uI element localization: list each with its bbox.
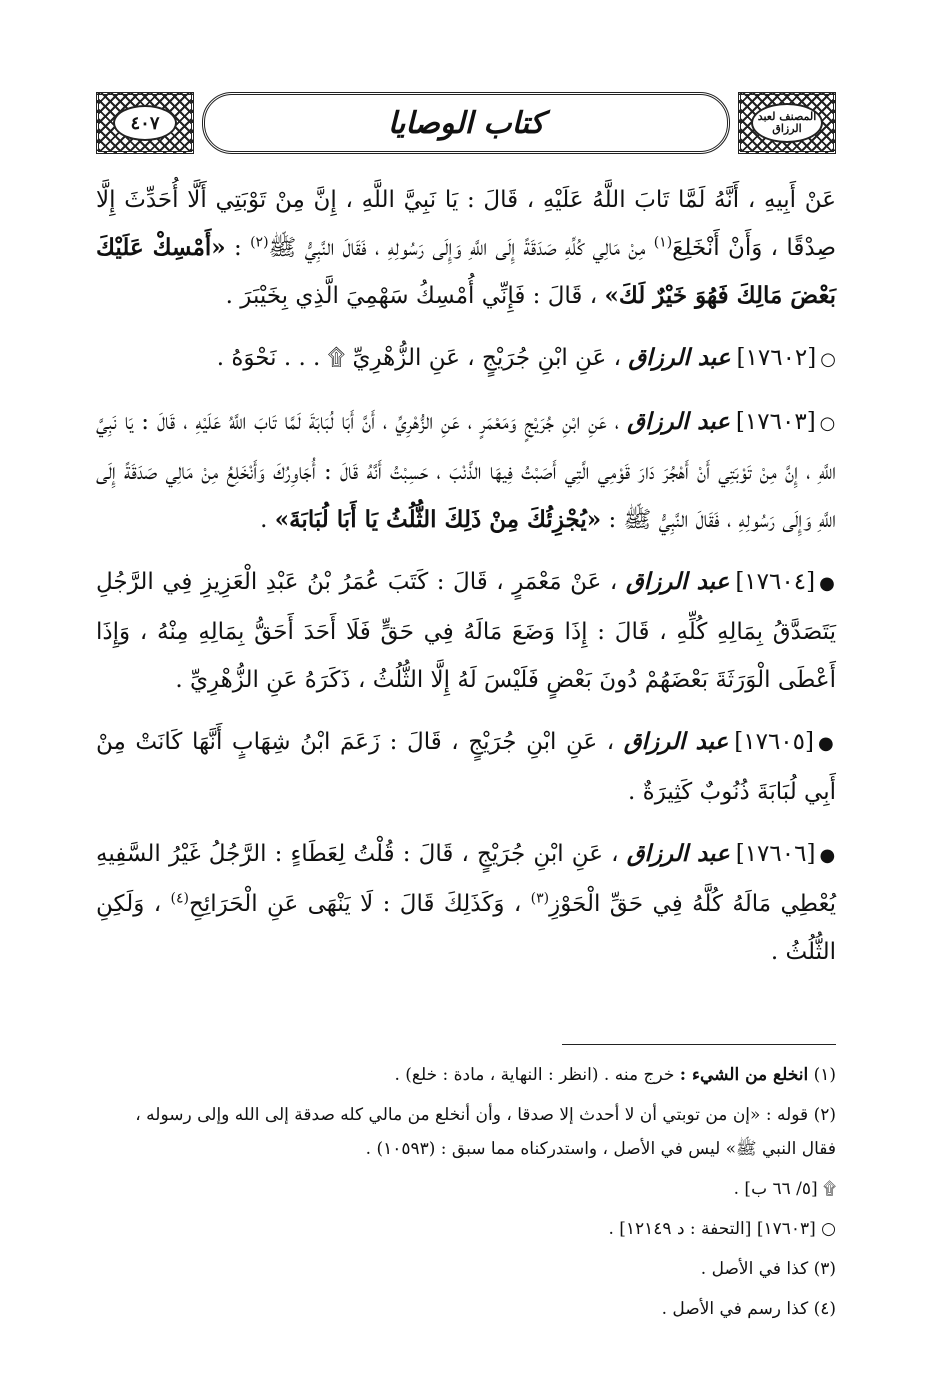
footnote-folio	[96, 1172, 836, 1206]
footnote-term: انخلع من الشيء :	[679, 1065, 809, 1085]
folio-mark-icon: ۩	[823, 1179, 836, 1199]
footnote-ref-1: (١)	[653, 234, 673, 251]
footnotes	[96, 1058, 836, 1332]
page-header	[96, 92, 836, 154]
hadith-17603	[96, 398, 836, 544]
footnote-2	[96, 1098, 836, 1166]
footnote-text: قوله : «إن من توبتي أن لا أحدث إلا صدقا ، وأن أنخلع من مالي كله صدقة إلى الله وإلى رسوله ، فقال النبي ﷺ» ليس في الأصل ، واستدركناه مما سبق : (١٠٥٩٣) .	[135, 1105, 836, 1159]
hollow-circle-marker-icon: ○	[819, 413, 836, 434]
hadith-number: [١٧٦٠٣]	[735, 409, 816, 435]
footnote-text: كذا في الأصل .	[700, 1259, 814, 1279]
paragraph-text: ، وَلَكِنِ الثُّلُثُ .	[96, 891, 836, 965]
paragraph-text: ، قَالَ : فَإِنِّي أُمْسِكُ سَهْمِيَ الَّذِي بِخَيْبَرَ .	[225, 283, 605, 309]
main-text	[96, 176, 836, 990]
paragraph-text: ، وَكَذَلِكَ قَالَ : لَا يَنْهَى عَنِ الْحَرَائِحِ	[189, 891, 531, 917]
page-number-ornament	[96, 92, 194, 154]
footnote-ref-4: (٤)	[170, 890, 190, 907]
hadith-17602	[96, 334, 836, 384]
narrator-name: عبد الرزاق	[625, 568, 730, 595]
page-number: ٤٠٧	[113, 105, 177, 141]
footnote-label: (٤)	[813, 1299, 836, 1319]
paragraph-text: :	[225, 235, 251, 261]
footnote-4	[96, 1292, 836, 1326]
paragraph-text: ، عَنِ ابْنِ جُرَيْجٍ ، قَالَ : قُلْتُ لِعَطَاءٍ : الرَّجُلُ غَيْرُ السَّفِيهِ يُعْطِي مَالَهُ كُلَّهُ فِي حَقِّ الْحَوْزِ	[96, 841, 836, 917]
paragraph-text: ، عَنْ مَعْمَرٍ ، قَالَ : كَتَبَ عُمَرُ بْنُ عَبْدِ الْعَزِيزِ فِي الرَّجُلِ يَتَصَدَّقُ بِمَالِهِ كُلِّهِ ، قَالَ : إِذَا وَضَعَ مَالَهُ فِي حَقٍّ فَلَا أَحَدَ أَحَقُّ بِمَالِهِ مِنْهُ ، وَإِذَا أَعْطَى الْوَرَثَةَ بَعْضَهُمْ دُونَ بَعْضٍ فَلَيْسَ لَهُ إِلَّا الثُّلُثُ ، ذَكَرَهُ عَنِ الزُّهْرِيِّ .	[96, 569, 836, 693]
paragraph-text: ، عَنِ ابْنِ جُرَيْجٍ وَمَعْمَرٍ ، عَنِ الزُّهْرِيِّ ، أَنَّ أَبَا لُبَابَةَ لَمَّا تَابَ اللَّهُ عَلَيْهِ ، قَالَ : يَا نَبِيَّ اللَّهِ ، إِنَّ مِنْ تَوْبَتِي أَنْ أَهْجُرَ دَارَ قَوْمِي الَّتِي أَصَبْتُ فِيهَا الذَّنْبَ ، حَسِبْتُ أَنَّهُ قَالَ : أُجَاوِرُكَ وَأَنْخَلِعُ مِنْ مَالِي صَدَقَةً إِلَى اللَّهِ وَإِلَى رَسُولِهِ ، فَقَالَ النَّبِيُّ ﷺ :	[96, 409, 836, 533]
narrator-name: عبد الرزاق	[628, 344, 731, 371]
footnote-text: [١٧٦٠٣] [التحفة : د ١٢١٤٩] .	[608, 1219, 822, 1239]
book-seal-ornament	[738, 92, 836, 154]
filled-circle-marker-icon: ●	[819, 573, 836, 594]
book-seal-logo: المصنف لعبد الرزاق	[751, 103, 823, 143]
footnote-3	[96, 1252, 836, 1286]
narrator-name: عبد الرزاق	[623, 728, 729, 755]
footnote-tuhfa	[96, 1212, 836, 1246]
hollow-circle-marker-icon: ○	[820, 349, 836, 370]
hadith-number: [١٧٦٠٦]	[735, 841, 816, 867]
hadith-17606	[96, 830, 836, 976]
footnote-label: (٣)	[813, 1259, 836, 1279]
filled-circle-marker-icon: ●	[819, 845, 836, 866]
footnote-divider	[562, 1044, 836, 1045]
hadith-quote: «أَمْسِكْ عَلَيْكَ بَعْضَ مَالِكَ فَهُوَ خَيْرٌ لَكَ»	[96, 234, 836, 309]
footnote-ref-2: (٢)	[250, 234, 269, 251]
chapter-title: كتاب الوصايا	[202, 92, 730, 154]
footnote-text: [٥/ ٦٦ ب] .	[733, 1179, 824, 1199]
narrator-name: عبد الرزاق	[627, 408, 730, 435]
footnote-ref-3: (٣)	[530, 890, 550, 907]
footnote-text: خرج منه . (انظر : النهاية ، مادة : خلع) .	[394, 1065, 680, 1085]
hadith-number: [١٧٦٠٤]	[735, 569, 816, 595]
hollow-circle-marker-icon: ○	[821, 1219, 836, 1239]
hadith-17604	[96, 558, 836, 704]
narrator-name: عبد الرزاق	[626, 840, 730, 867]
paragraph-continuation	[96, 176, 836, 320]
hadith-number: [١٧٦٠٢]	[736, 345, 817, 371]
hadith-17605	[96, 718, 836, 816]
footnote-1	[96, 1058, 836, 1092]
paragraph-text: مِنْ مَالِي كُلِّهِ صَدَقَةً إِلَى اللَّهِ وَإِلَى رَسُولِهِ ، فَقَالَ النَّبِيُّ ﷺ	[268, 235, 654, 261]
paragraph-text: عَنْ أَبِيهِ ، أَنَّهُ لَمَّا تَابَ اللَّهُ عَلَيْهِ ، قَالَ : يَا نَبِيَّ اللَّهِ ، إِنَّ مِنْ تَوْبَتِي أَلَّا أُحَدِّثَ إِلَّا صِدْقًا ، وَأَنْ أَنْخَلِعَ	[96, 187, 837, 261]
footnote-label: (٢)	[813, 1105, 836, 1125]
paragraph-text: ، عَنِ ابْنِ جُرَيْجٍ ، قَالَ : زَعَمَ ابْنُ شِهَابٍ أَنَّهَا كَانَتْ مِنْ أَبِي لُبَابَةَ ذُنُوبٌ كَثِيرَةٌ .	[96, 729, 836, 805]
hadith-number: [١٧٦٠٥]	[734, 729, 814, 755]
paragraph-text: .	[260, 507, 275, 533]
filled-circle-marker-icon: ●	[818, 733, 836, 754]
paragraph-text: ، عَنِ ابْنِ جُرَيْجٍ ، عَنِ الزُّهْرِيِّ ۩ . . . نَحْوَهُ .	[216, 345, 622, 371]
hadith-quote: «يُجْزِئُكَ مِنْ ذَلِكَ الثُّلُثُ يَا أَبَا لُبَابَةَ»	[274, 506, 602, 533]
footnote-label: (١)	[813, 1065, 836, 1085]
footnote-text: كذا رسم في الأصل .	[661, 1299, 814, 1319]
